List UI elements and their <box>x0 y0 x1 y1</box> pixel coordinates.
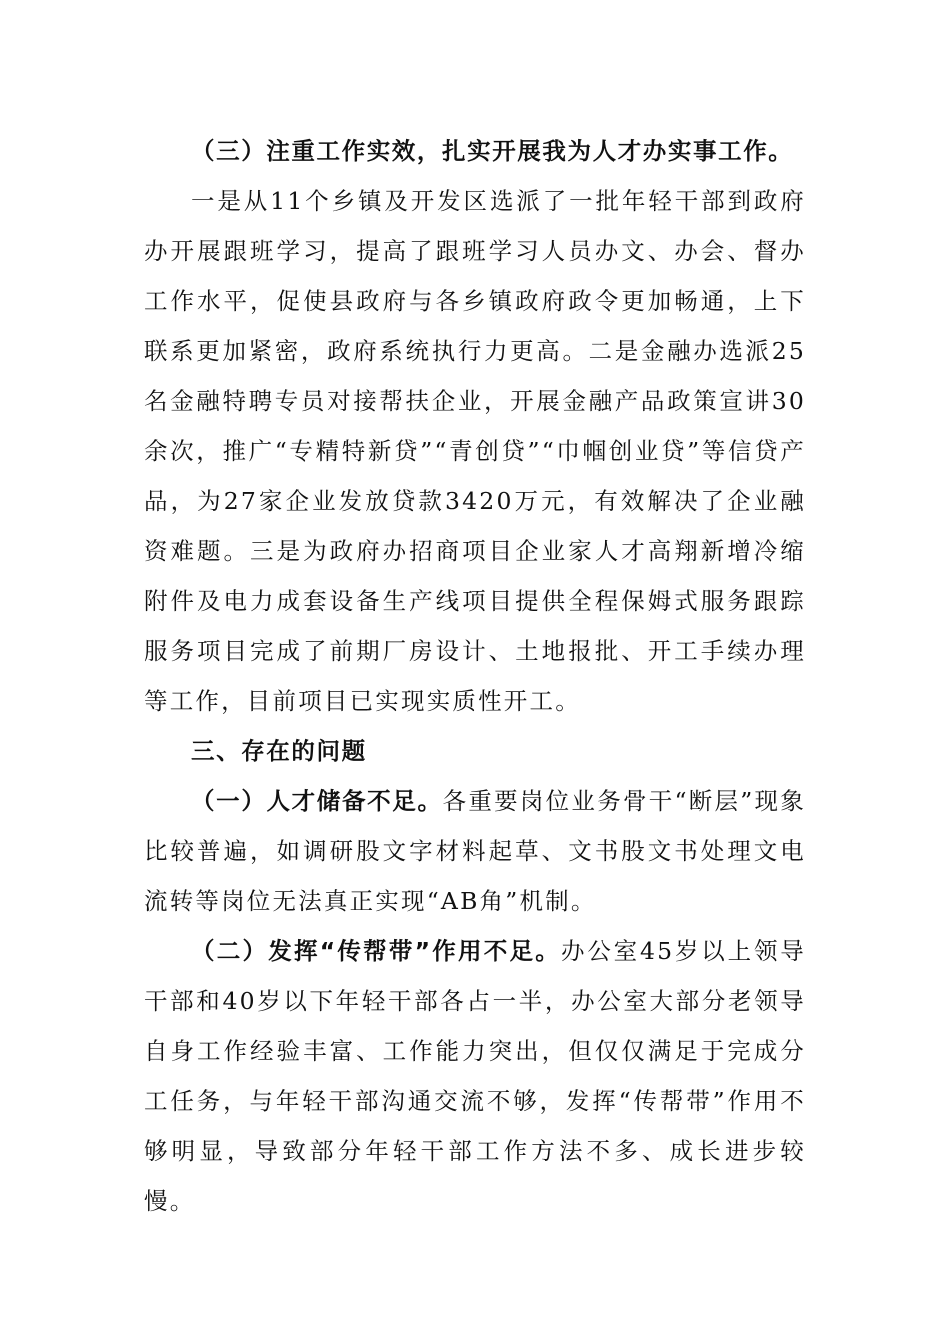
paragraph-talent-services: 一是从11个乡镇及开发区选派了一批年轻干部到政府办开展跟班学习，提高了跟班学习人员办文、办会、督办工作水平，促使县政府与各乡镇政府政令更加畅通，上下联系更加紧密，政府系统执行力更高。二是金融办选派25名金融特聘专员对接帮扶企业，开展金融产品政策宣讲30余次，推广“专精特新贷”“青创贷”“巾帼创业贷”等信贷产品，为27家企业发放贷款3420万元，有效解决了企业融资难题。三是为政府办招商项目企业家人才高翔新增冷缩附件及电力成套设备生产线项目提供全程保姆式服务跟踪服务项目完成了前期厂房设计、土地报批、开工手续办理等工作，目前项目已实现实质性开工。 <box>144 187 806 715</box>
problem-1-heading: （一）人才储备不足。 <box>191 787 443 815</box>
paragraph-problem-2 <box>144 926 806 1226</box>
subheading-work-effectiveness: （三）注重工作实效，扎实开展我为人才办实事工作。 <box>191 137 794 165</box>
problem-1-text: 各重要岗位业务骨干“断层”现象比较普遍，如调研股文字材料起草、文书股文书处理文电流转等岗位无法真正实现“AB角”机制。 <box>144 787 807 915</box>
document-page <box>144 126 806 1226</box>
problem-2-heading: （二）发挥“传帮带”作用不足。 <box>191 937 561 965</box>
paragraph-problem-1 <box>144 776 806 926</box>
problem-2-text: 办公室45岁以上领导干部和40岁以下年轻干部各占一半，办公室大部分老领导自身工作经验丰富、工作能力突出，但仅仅满足于完成分工任务，与年轻干部沟通交流不够，发挥“传帮带”作用不够明显，导致部分年轻干部工作方法不多、成长进步较慢。 <box>144 937 807 1215</box>
section-title-problems: 三、存在的问题 <box>191 737 367 765</box>
